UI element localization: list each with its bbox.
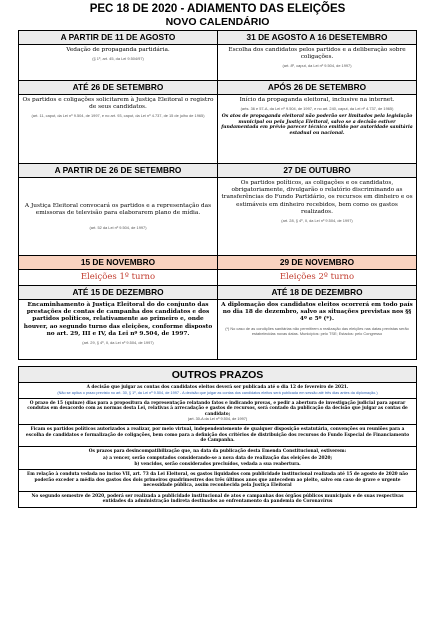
cell-ref: (art. 28, § 4º, II, da Lei nº 9.504, de 1997) — [281, 218, 353, 224]
eleicoes-2-turno: Eleições 2º turno — [218, 270, 417, 286]
outros-prazos-title: OUTROS PRAZOS — [19, 367, 416, 383]
prazo-text: Ficam os partidos políticos autorizados a realizar, por meio virtual, independentemente de qualquer disposição estatutária, convenções ou reuniões para a escolha de candidatos e formalização de coligações, bem como para a definição dos critérios de distribuição dos recursos do Fundo Especial de Financiamento de Campanha. — [25, 427, 410, 443]
page-header — [0, 3, 435, 28]
cell-text: Início da propaganda eleitoral, inclusive na internet. — [239, 97, 395, 103]
prazo-ref: (Não se aplica o prazo previsto no art. 30, § 1º, da Lei nº 9.504, de 1997 - A decisão que julgar as contas dos candidatos eleitos será publicada em sessão até três dias antes da diplomação.) — [57, 390, 378, 395]
prazo-text: A decisão que julgar as contas dos candidatos eleitos deverá ser publicada até o dia 12 de fevereiro de 2021. — [86, 385, 349, 390]
cell-text: Escolha dos candidatos pelos partidos e a deliberação sobre coligações. — [228, 47, 406, 61]
heading-apos-26-setembro: APÓS 26 DE SETEMBRO — [218, 81, 417, 95]
calendar-table — [18, 30, 417, 360]
cell-apos-26-setembro — [218, 95, 417, 164]
prazo-ref: (art. 30-A da Lei nº 9.504, de 1997) — [187, 417, 248, 421]
prazo-text: No segundo semestre de 2020, poderá ser realizada a publicidade institucional de atos e campanhas dos órgãos públicos municipais e de suas respectivas entidades da administração indireta destinados ao enfrentamento da pandemia do Coronavírus — [31, 493, 404, 504]
cell-ate-15-dezembro — [19, 300, 218, 360]
prazo-text: Em relação à conduta vedada no inciso VII, art. 73 da Lei Eleitoral, os gastos liquidados com publicidade institucional realizada até 15 de agosto de 2020 não poderão exceder a média dos gastos dos dois primeiros quadrimestres dos três últimos anos que antecedem ao pleito, salvo em caso de grave e urgente necessidade pública, assim reconhecida pela Justiça Eleitoral — [27, 472, 408, 488]
heading-a-partir-26-setembro: A PARTIR DE 26 DE SETEMBRO — [19, 164, 218, 178]
prazo-item-5 — [19, 470, 416, 492]
prazo-text: O prazo de 15 (quinze) dias para a propositura da representação relatando fatos e indicando provas, e pedir a abertura de investigação judicial para apurar condutas em desacordo com as normas desta Lei, relativas à arrecadação e gastos de recursos, será contado da publicação da decisão que julgar as contas de candidato; — [27, 400, 408, 417]
prazo-text: Os prazos para desincompatibilização que, na data da publicação desta Emenda Constitucional, estiverem: — [88, 448, 347, 454]
heading-27-outubro: 27 DE OUTUBRO — [218, 164, 417, 178]
cell-31-agosto — [218, 45, 417, 81]
cell-ref: (arts. 36 e 57-A, da Lei nº 9.504, de 1997, e no art. 240, caput, da Lei nº 4.737, de 1965) — [240, 106, 394, 112]
cell-ref: (art. 11, caput, da Lei nº 9.504, de 1997, e no art. 93, caput, da Lei nº 4.737, de 15 de julho de 1965) — [31, 113, 205, 119]
prazo-line-a: a) a vencer, serão computados considerando-se a nova data de realização das eleições de 2020; — [102, 456, 333, 461]
heading-ate-18-dezembro: ATÉ 18 DE DEZEMBRO — [218, 286, 417, 300]
outros-prazos — [18, 366, 417, 508]
cell-text: Encaminhamento à Justiça Eleitoral do do conjunto das prestações de contas de campanha dos candidatos e dos partidos políticos, relativamente ao primeiro e, onde houver, ao segundo turno das eleições, conforme disposto no art. 29, III e IV, da Lei nº 9.504, de 1997. — [23, 302, 213, 337]
calendar-grid — [18, 30, 417, 360]
cell-text: Os partidos e coligações solicitarem à Justiça Eleitoral o registro de seus candidatos. — [22, 97, 214, 111]
heading-ate-15-dezembro: ATÉ 15 DE DEZEMBRO — [19, 286, 218, 300]
prazo-item-4 — [19, 447, 416, 471]
cell-text: A Justiça Eleitoral convocará os partidos e a representação das emissoras de televisão para elaborarem plano de mídia. — [24, 202, 212, 216]
eleicoes-1-turno: Eleições 1º turno — [19, 270, 218, 286]
prazo-item-2 — [19, 399, 416, 426]
cell-text: A diplomação dos candidatos eleitos ocorrerá em todo país no dia 18 de dezembro, salvo as situações previstas nos §§ 4º e 5º (*). — [221, 302, 413, 323]
cell-ref: (art. 8º, caput, da Lei nº 9.504, de 1997) — [282, 63, 352, 69]
cell-text: Vedação de propaganda partidária. — [66, 47, 170, 53]
prazo-item-6 — [19, 492, 416, 507]
cell-11-agosto — [19, 45, 218, 81]
cell-text: Os partidos políticos, as coligações e os candidatos, obrigatoriamente, divulgarão o relatório discriminando as transferências do Fundo Partidário, os recursos em dinheiro e os estimáveis em dinheiro recebidos, bem como os gastos realizados. — [221, 180, 413, 215]
heading-29-novembro: 29 DE NOVEMBRO — [218, 256, 417, 270]
cell-ref: (§ 1º, art. 45, da Lei 9.504/97) — [92, 56, 144, 62]
prazo-item-1 — [19, 383, 416, 399]
heading-11-agosto: A PARTIR DE 11 DE AGOSTO — [19, 31, 218, 45]
cell-ref: (art. 52 da Lei nº 9.504, de 1997) — [89, 225, 147, 231]
cell-ate-26-setembro — [19, 95, 218, 164]
heading-31-agosto: 31 DE AGOSTO A 16 DESETEMBRO — [218, 31, 417, 45]
cell-note: Os atos de propaganda eleitoral não poderão ser limitados pela legislação municipal ou pela Justiça Eleitoral, salvo se a decisão estiver fundamentada em prévio parecer técnico emitido por autoridade sanitária estadual ou nacional. — [221, 114, 413, 136]
page-subtitle: NOVO CALENDÁRIO — [165, 16, 270, 28]
prazo-line-b: b) vencidos, serão considerados precluídos, vedada a sua reabertura. — [134, 461, 301, 467]
cell-27-outubro — [218, 178, 417, 256]
cell-ate-18-dezembro — [218, 300, 417, 360]
cell-a-partir-26-setembro — [19, 178, 218, 256]
prazo-item-3 — [19, 425, 416, 447]
cell-ref: (art. 29, § 4º, II, da Lei nº 9.504, de 1997) — [82, 340, 154, 346]
heading-15-novembro: 15 DE NOVEMBRO — [19, 256, 218, 270]
page-title: PEC 18 DE 2020 - ADIAMENTO DAS ELEIÇÕES — [89, 3, 346, 15]
cell-ref: (*) No caso de as condições sanitárias não permitirem a realização das eleições nas datas previstas serão estabelecidas novas datas. Municípios: pelo TSE; Estados: pelo Congresso — [225, 325, 409, 336]
heading-ate-26-setembro: ATÉ 26 DE SETEMBRO — [19, 81, 218, 95]
